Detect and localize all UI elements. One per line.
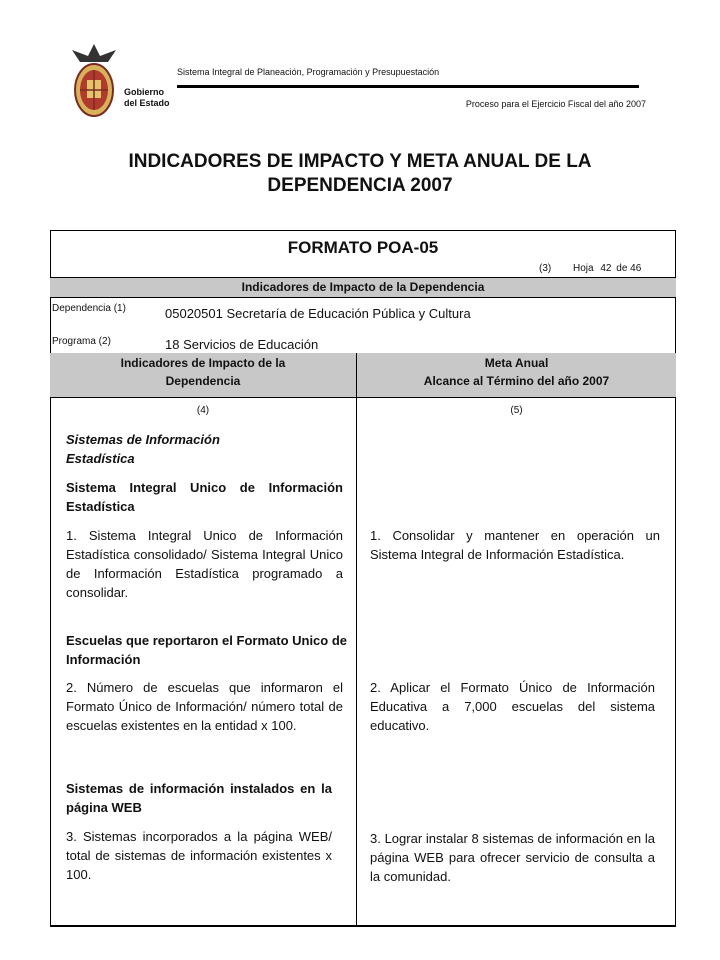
indicator-2-text: 2. Número de escuelas que informaron el Formato Único de Información/ número total de escuelas existentes en la entidad x 100. [66, 680, 343, 733]
section-title-band: Indicadores de Impacto de la Dependencia [50, 277, 676, 298]
indicator-group-heading: Sistemas de Información Estadística [66, 432, 220, 466]
dependencia-label: Dependencia (1) [52, 303, 126, 314]
column-divider [356, 353, 357, 927]
fiscal-process-label: Proceso para el Ejercicio Fiscal del año 2007 [465, 99, 646, 109]
form-name: FORMATO POA-05 [287, 238, 439, 257]
page-counter: Hoja 42 de 46 [573, 263, 642, 274]
indicator-3-heading: Sistemas de información instalados en la página WEB [66, 781, 332, 815]
column-number-4: (4) [196, 405, 210, 416]
gobierno-del-estado-label: Gobierno del Estado [124, 87, 170, 108]
indicator-3-text: 3. Sistemas incorporados a la página WEB/ total de sistemas de información existentes x 100. [66, 829, 332, 882]
dependencia-value: 05020501 Secretaría de Educación Pública y Cultura [165, 306, 471, 321]
column-header-annual-goal: Meta Anual Alcance al Término del año 2007 [423, 356, 610, 388]
page-title: INDICADORES DE IMPACTO Y META ANUAL DE LA DEPENDENCIA 2007 [128, 151, 592, 196]
goal-3-text: 3. Lograr instalar 8 sistemas de información en la página WEB para ofrecer servicio de consulta a la comunidad. [370, 831, 655, 884]
column-header-indicators: Indicadores de Impacto de la Dependencia [120, 356, 286, 388]
state-coat-of-arms-logo [68, 40, 120, 120]
header-rule [177, 85, 639, 88]
indicator-1-text: 1. Sistema Integral Unico de Información Estadística consolidado/ Sistema Integral Unico de Información Estadística programado a consolidar. [66, 528, 343, 600]
goal-2-text: 2. Aplicar el Formato Único de Información Educativa a 7,000 escuelas del sistema educativo. [370, 680, 655, 733]
indicator-1-heading: Sistema Integral Unico de Información Estadística [66, 480, 343, 514]
goal-1-text: 1. Consolidar y mantener en operación un Sistema Integral de Información Estadística. [370, 528, 660, 562]
column-number-5: (5) [510, 405, 523, 416]
indicator-2-heading: Escuelas que reportaron el Formato Unico de Información [66, 633, 348, 667]
system-title: Sistema Integral de Planeación, Programación y Presupuestación [177, 67, 440, 77]
ref-3: (3) [539, 263, 552, 274]
programa-label: Programa (2) [52, 336, 111, 347]
programa-value: 18 Servicios de Educación [165, 337, 319, 352]
